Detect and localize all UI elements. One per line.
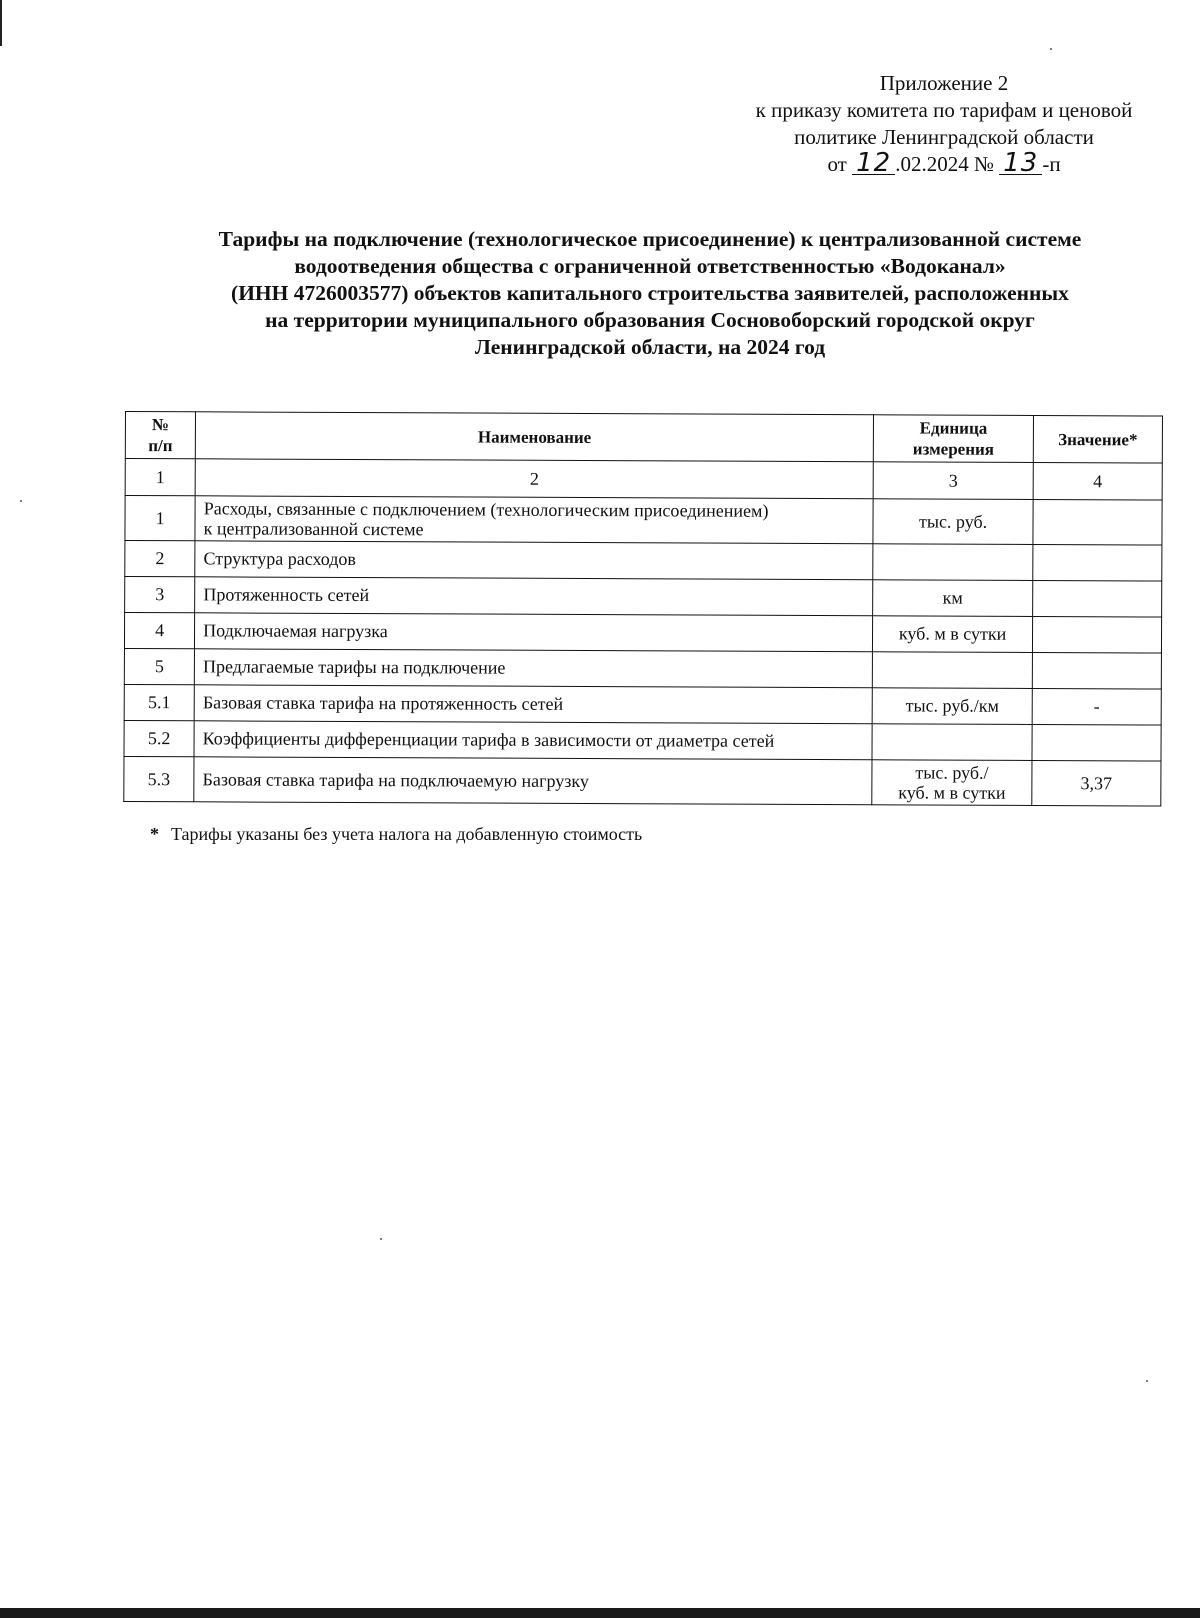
row-unit: тыс. руб./ куб. м в сутки [872, 760, 1032, 806]
col-header-number: № п/п [125, 412, 195, 459]
title-line-3: (ИНН 4726003577) объектов капитального строительства заявителей, расположенных [231, 281, 1069, 305]
row-unit [872, 724, 1032, 761]
scan-speck [380, 1238, 382, 1240]
date-rest: .02.2024 № [895, 152, 994, 176]
table-row [125, 541, 1162, 582]
tariff-table [123, 411, 1163, 807]
row-number: 5.3 [124, 756, 194, 801]
title-line-2: водоотведения общества с ограниченной ответственностью «Водоканал» [294, 254, 1006, 278]
table-row [124, 684, 1161, 725]
index-cell: 1 [125, 459, 195, 496]
appendix-number: Приложение 2 [879, 71, 1009, 95]
handwritten-number-field [999, 148, 1042, 178]
row-unit [873, 652, 1033, 689]
row-value [1032, 616, 1161, 653]
row-value: 3,37 [1032, 760, 1161, 806]
title-line-4: на территории муниципального образования Сосновоборский городской округ [265, 308, 1035, 332]
appendix-order-ref-line2: политике Ленинградской области [794, 125, 1094, 149]
row-value [1033, 499, 1162, 545]
row-value: - [1032, 688, 1161, 725]
scan-edge-mark [0, 0, 2, 46]
row-name: Протяженность сетей [195, 577, 873, 616]
table-row [125, 496, 1162, 546]
index-cell: 2 [195, 459, 873, 499]
table-row [124, 613, 1161, 654]
row-name: Предлагаемые тарифы на подключение [194, 649, 872, 688]
row-value [1033, 544, 1162, 581]
footnote-mark: * [150, 824, 159, 844]
title-line-1: Тарифы на подключение (технологическое присоединение) к централизованной системе [218, 227, 1082, 251]
scan-edge-mark [0, 1608, 1200, 1618]
row-name: Подключаемая нагрузка [195, 613, 873, 652]
handwritten-order-number: 13 [1003, 148, 1039, 178]
table-row [125, 577, 1162, 618]
order-date-line [715, 148, 1173, 178]
table-index-row [125, 459, 1162, 501]
index-cell: 4 [1033, 462, 1162, 500]
table-row [124, 720, 1161, 761]
row-value [1032, 652, 1161, 689]
col-header-value: Значение* [1033, 415, 1162, 463]
table-header-row [125, 412, 1162, 464]
row-number: 1 [125, 496, 195, 541]
row-number: 5.1 [124, 684, 194, 720]
date-prefix: от [827, 152, 847, 176]
vat-footnote [150, 824, 642, 845]
row-unit [873, 544, 1033, 581]
appendix-header [715, 70, 1173, 178]
scan-speck [1050, 48, 1052, 50]
row-number: 2 [125, 541, 195, 577]
handwritten-day: 12 [856, 148, 892, 178]
row-name: Базовая ставка тарифа на протяженность сетей [194, 685, 872, 724]
row-unit: тыс. руб./км [872, 688, 1032, 725]
row-unit: тыс. руб. [873, 499, 1033, 545]
row-number: 5 [124, 648, 194, 684]
title-line-5: Ленинградской области, на 2024 год [474, 335, 826, 359]
row-number: 4 [124, 613, 194, 649]
scan-speck [20, 500, 22, 502]
table-row [124, 756, 1161, 806]
row-name: Структура расходов [195, 541, 873, 580]
handwritten-day-field [852, 148, 895, 178]
order-suffix: -п [1042, 152, 1061, 176]
row-number: 5.2 [124, 720, 194, 756]
row-value [1032, 724, 1161, 761]
row-unit: куб. м в сутки [873, 616, 1033, 653]
col-header-unit: Единица измерения [874, 415, 1034, 463]
scan-speck [1146, 1380, 1148, 1382]
row-unit: км [873, 580, 1033, 617]
row-name: Расходы, связанные с подключением (технологическим присоединением) к централизованной системе [195, 496, 873, 544]
document-title [120, 226, 1180, 361]
row-name: Коэффициенты дифференциации тарифа в зависимости от диаметра сетей [194, 721, 872, 760]
index-cell: 3 [873, 462, 1033, 500]
col-header-name: Наименование [195, 412, 873, 462]
footnote-text: Тарифы указаны без учета налога на добавленную стоимость [171, 824, 643, 844]
row-number: 3 [125, 577, 195, 613]
row-name: Базовая ставка тарифа на подключаемую нагрузку [194, 757, 872, 805]
appendix-order-ref-line1: к приказу комитета по тарифам и ценовой [755, 98, 1133, 122]
table-row [124, 648, 1161, 689]
row-value [1032, 580, 1161, 617]
